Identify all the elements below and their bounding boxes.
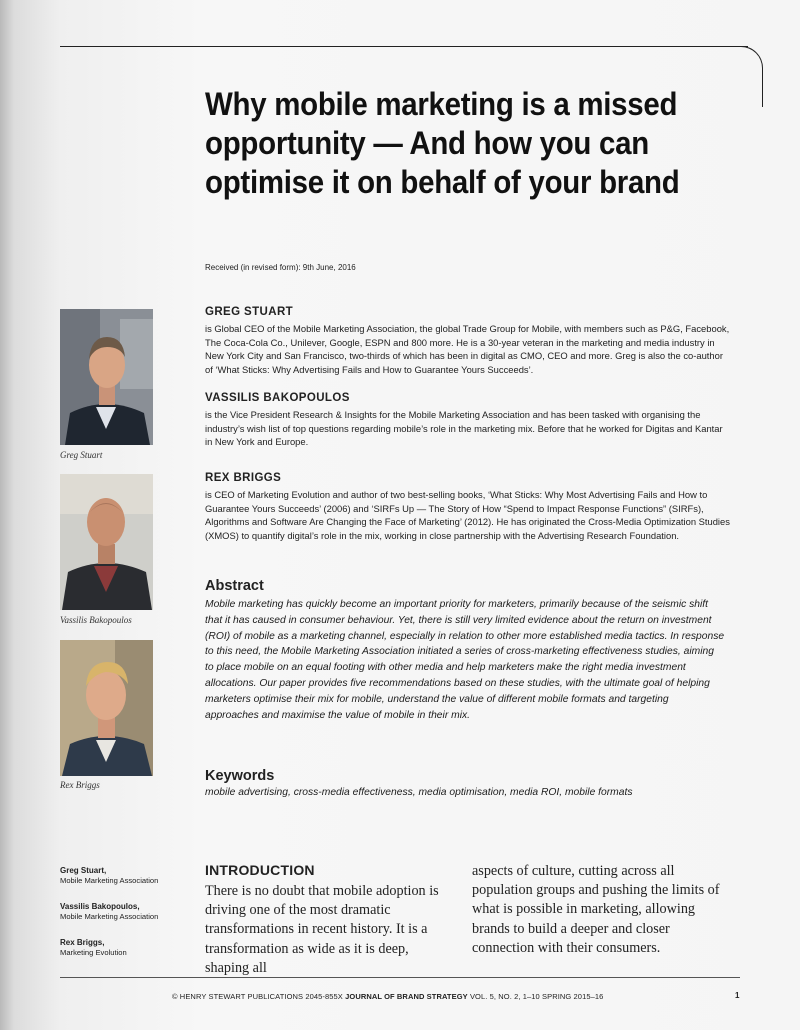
photo-caption: Rex Briggs: [60, 780, 100, 790]
keywords-heading: Keywords: [205, 768, 275, 784]
author-bio-rex-briggs: [205, 472, 730, 542]
photo-caption: Greg Stuart: [60, 450, 103, 460]
author-photo-greg-stuart: [60, 309, 153, 445]
abstract-section: [205, 578, 725, 723]
author-name: GREG STUART: [205, 306, 294, 318]
author-bio-text: is the Vice President Research & Insights for the Mobile Marketing Association and has been tasked with organising the industry’s wish list of top questions regarding mobile’s role in the marketing mix. Before that he worked for Digitas and Kantar in New York and Europe.: [205, 409, 723, 448]
author-photo-vassilis-bakopoulos: [60, 474, 153, 610]
affiliation-entry: [60, 866, 158, 885]
article-title: Why mobile marketing is a missed opportunity — And how you can optimise it on behalf of your brand: [205, 86, 680, 200]
footer-citation: [172, 992, 603, 1001]
top-rule: [60, 46, 748, 47]
affiliation-org: Mobile Marketing Association: [60, 911, 159, 921]
author-bio-vassilis-bakopoulos: [205, 392, 730, 449]
abstract-text: Mobile marketing has quickly become an important priority for marketers, primarily because of the seismic shift that it has caused in consumer behaviour. Yet, there is still very limited evidence about the return on investment (ROI) of mobile as a marketing channel, especially in relation to other more established media tactics. In response to this need, the Mobile Marketing Association initiated a series of cross-marketing effectiveness studies, aiming to place mobile on an equal footing with other media and help marketers make the right media investment allocations. Our paper provides five recommendations based on these studies, with the ultimate goal of helping marketers optimise their mix for mobile, understand the value of different mobile formats and targeting approaches and maximise the value of mobile in their mix.: [205, 599, 725, 721]
keywords-section: [205, 768, 725, 798]
affiliation-entry: [60, 902, 158, 921]
footer-publisher: © HENRY STEWART PUBLICATIONS 2045-855X: [172, 992, 343, 1001]
affiliation-org: Marketing Evolution: [60, 947, 127, 957]
received-date: Received (in revised form): 9th June, 2016: [205, 263, 356, 272]
author-name: VASSILIS BAKOPOULOS: [205, 392, 350, 404]
author-bio-text: is Global CEO of the Mobile Marketing Association, the global Trade Group for Mobile, with members such as P&G, Facebook, The Coca-Cola Co., Unilever, Google, ESPN and 800 more. He is a 30-year veteran in the marketing and media industry in New York City and San Francisco, two-thirds of which has been in digital as CMO, CEO and more. Greg is also the co-author of ‘What Sticks: Why Advertising Fails and How to Guarantee Yours Succeeds’.: [205, 323, 730, 375]
keywords-text: mobile advertising, cross-media effectiveness, media optimisation, media ROI, mobile formats: [205, 787, 633, 798]
introduction-heading: INTRODUCTION: [205, 862, 315, 878]
introduction-column-2: aspects of culture, cutting across all population groups and pushing the limits of what is possible in marketing, allowing brands to build a deeper and closer connection with their consumers.: [472, 863, 720, 956]
abstract-heading: Abstract: [205, 578, 264, 594]
top-rule-corner: [740, 46, 763, 107]
footer-journal: JOURNAL OF BRAND STRATEGY: [345, 992, 468, 1001]
introduction-column-1: There is no doubt that mobile adoption is driving one of the most dramatic transformations in recent history. It is a transformation as wide as it is deep, shaping all: [205, 883, 439, 976]
author-bio-text: is CEO of Marketing Evolution and author of two best-selling books, ‘What Sticks: Why Most Advertising Fails and How to Guarantee Yours Succeeds’ (2006) and ‘SIRFs Up — The Story of How “Spend to Impact Response Functions” (SIRFs), Algorithms and Software Are Changing the Face of Marketing’ (2012). He has originated the Cross-Media Optimization Studies (XMOS) to quantify digital’s role in the mix, working in close partnership with the Advertising Research Foundation.: [205, 489, 730, 541]
page-number: 1: [735, 991, 740, 1000]
affiliation-name: Greg Stuart,: [60, 866, 107, 875]
footer-volume: VOL. 5, NO. 2, 1–10 SPRING 2015–16: [469, 992, 604, 1001]
author-bio-greg-stuart: [205, 306, 730, 376]
affiliation-name: Rex Briggs,: [60, 938, 105, 947]
author-photo-rex-briggs: [60, 640, 153, 776]
author-name: REX BRIGGS: [205, 472, 282, 484]
affiliation-name: Vassilis Bakopoulos,: [60, 902, 140, 911]
affiliation-entry: [60, 938, 127, 957]
affiliation-org: Mobile Marketing Association: [60, 875, 159, 885]
footer-rule: [60, 977, 740, 978]
photo-caption: Vassilis Bakopoulos: [60, 615, 132, 625]
